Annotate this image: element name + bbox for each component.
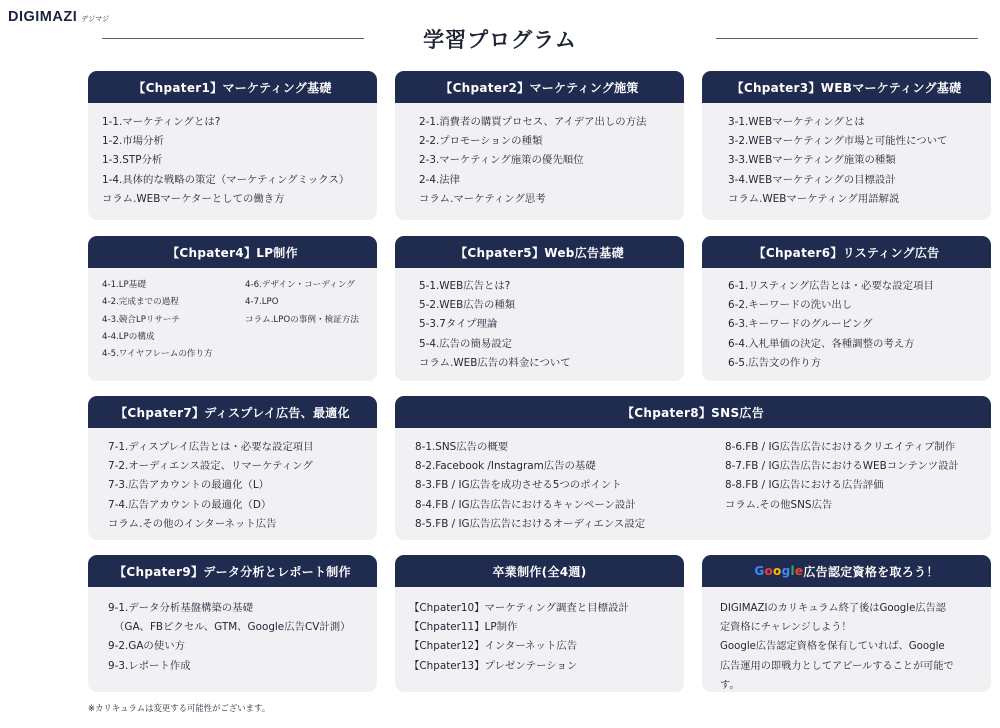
chapter6-list <box>702 268 991 373</box>
google-logo: Google <box>754 564 804 578</box>
chapter6-card <box>702 236 991 381</box>
list-item: 【Chpater12】インターネット広告 <box>409 640 578 653</box>
brand-sub: デジマジ <box>81 15 110 23</box>
list-item: 2-1.消費者の購買プロセス、アイデア出しの方法 <box>419 116 647 128</box>
text-line: Google広告認定資格を保有していれば、Google <box>720 641 945 653</box>
list-item: 8-7.FB / IG広告広告におけるWEBコンテンツ設計 <box>725 460 959 473</box>
graduation-header: 卒業制作(全4週) <box>395 555 684 587</box>
chapter2-card <box>395 71 684 220</box>
list-item: 6-1.リスティング広告とは・必要な設定項目 <box>728 280 934 292</box>
list-item: 8-1.SNS広告の概要 <box>415 441 509 453</box>
chapter8-list <box>395 428 991 534</box>
list-item: 7-1.ディスプレイ広告とは・必要な設定項目 <box>108 441 314 453</box>
chapter3-card <box>702 71 991 220</box>
chapter7-card <box>88 396 377 540</box>
text-line: 定資格にチャレンジしよう！ <box>720 622 852 634</box>
page-title: 学習プログラム <box>423 28 577 52</box>
list-item: 4-3.競合LPリサーチ <box>102 314 181 325</box>
list-item: 8-5.FB / IG広告広告におけるオーディエンス設定 <box>415 517 646 530</box>
list-item: 【Chpater13】プレゼンテーション <box>409 659 578 672</box>
chapter8-column-left <box>415 438 725 534</box>
list-item: 7-2.オーディエンス設定、リマーケティング <box>108 460 313 473</box>
list-item: 5-4.広告の簡易設定 <box>419 337 513 350</box>
google-cert-header <box>702 555 991 587</box>
list-item: 6-4.入札単価の決定、各種調整の考え方 <box>728 337 915 350</box>
text-line: す。 <box>720 679 740 691</box>
chapter4-header: 【Chpater4】LP制作 <box>88 236 377 268</box>
list-item: 6-5.広告文の作り方 <box>728 356 822 369</box>
list-item: 8-4.FB / IG広告広告におけるキャンペーン設計 <box>415 498 636 511</box>
list-item: 7-3.広告アカウントの最適化（L） <box>108 479 270 492</box>
list-item: 8-6.FB / IG広告広告におけるクリエイティブ制作 <box>725 441 956 453</box>
list-item: コラム.マーケティング思考 <box>419 192 546 205</box>
graduation-list <box>395 587 684 676</box>
list-item: 【Chpater10】マーケティング調査と目標設計 <box>409 602 629 614</box>
list-item: 2-3.マーケティング施策の優先順位 <box>419 154 584 167</box>
list-item: 9-2.GAの使い方 <box>108 640 185 653</box>
list-item: 4-7.LPO <box>245 297 279 308</box>
list-item: 5-1.WEB広告とは? <box>419 280 511 292</box>
chapter1-card <box>88 71 377 220</box>
chapter4-column-left <box>102 277 245 363</box>
list-item: 5-2.WEB広告の種類 <box>419 299 516 312</box>
list-item: 5-3.7タイプ理論 <box>419 318 498 331</box>
list-item: 2-2.プロモーションの種類 <box>419 135 543 148</box>
list-item: 1-1.マーケティングとは? <box>102 116 221 128</box>
chapter4-column-right <box>245 277 359 363</box>
list-item: コラム.その他SNS広告 <box>725 498 833 511</box>
list-item: 9-3.レポート作成 <box>108 659 191 672</box>
list-item: 1-2.市場分析 <box>102 135 164 148</box>
chapter9-header: 【Chpater9】データ分析とレポート制作 <box>88 555 377 587</box>
chapter9-card <box>88 555 377 692</box>
list-item: 1-4.具体的な戦略の策定（マーケティングミックス） <box>102 173 350 186</box>
brand-name: DIGIMAZI <box>8 9 78 25</box>
google-cert-title: 広告認定資格を取ろう！ <box>803 564 939 579</box>
chapter1-header: 【Chpater1】マーケティング基礎 <box>88 71 377 103</box>
text-line: DIGIMAZIのカリキュラム終了後はGoogle広告認 <box>720 603 946 614</box>
chapter8-header: 【Chpater8】SNS広告 <box>395 396 991 428</box>
title-row <box>0 22 1000 56</box>
chapter5-list <box>395 268 684 373</box>
chapter4-list <box>88 268 377 363</box>
list-item: 4-6.デザイン・コーディング <box>245 280 355 290</box>
list-item: 6-2.キーワードの洗い出し <box>728 299 853 312</box>
google-cert-card <box>702 555 991 692</box>
list-item: 4-4.LPの構成 <box>102 331 155 342</box>
list-item: 8-2.Facebook /Instagram広告の基礎 <box>415 460 596 473</box>
list-item: 9-1.データ分析基盤構築の基礎 <box>108 602 253 614</box>
list-item: コラム.WEB広告の料金について <box>419 356 571 369</box>
title-divider-right <box>716 38 978 39</box>
list-item: 3-3.WEBマーケティング施策の種類 <box>728 154 896 167</box>
chapter1-list <box>88 103 377 209</box>
curriculum-note: ※カリキュラムは変更する可能性がございます。 <box>88 703 271 713</box>
google-cert-text <box>702 587 991 692</box>
list-item: 1-3.STP分析 <box>102 154 163 167</box>
list-item: 4-1.LP基礎 <box>102 280 146 290</box>
chapter5-header: 【Chpater5】Web広告基礎 <box>395 236 684 268</box>
list-item: 3-4.WEBマーケティングの目標設計 <box>728 173 896 186</box>
chapter8-column-right <box>725 438 959 534</box>
list-item: コラム.その他のインターネット広告 <box>108 517 277 530</box>
list-item: コラム.WEBマーケティング用語解説 <box>728 192 900 205</box>
chapter6-header: 【Chpater6】リスティング広告 <box>702 236 991 268</box>
chapter8-card <box>395 396 991 540</box>
list-item: 8-8.FB / IG広告における広告評価 <box>725 479 884 492</box>
list-item: 4-5.ワイヤフレームの作り方 <box>102 349 213 360</box>
list-item: 【Chpater11】LP制作 <box>409 621 518 634</box>
chapter7-header: 【Chpater7】ディスプレイ広告、最適化 <box>88 396 377 428</box>
list-item: 3-1.WEBマーケティングとは <box>728 116 865 128</box>
chapter4-card <box>88 236 377 381</box>
chapter3-header: 【Chpater3】WEBマーケティング基礎 <box>702 71 991 103</box>
chapter9-list <box>88 587 377 676</box>
text-line: 広告運用の即戦力としてアピールすることが可能で <box>720 660 954 672</box>
chapter7-list <box>88 428 377 534</box>
list-item: 6-3.キーワードのグルーピング <box>728 318 873 331</box>
list-item: コラム.LPOの事例・検証方法 <box>245 314 359 325</box>
chapter5-card <box>395 236 684 381</box>
list-item: 8-3.FB / IG広告を成功させる5つのポイント <box>415 479 622 492</box>
chapter2-list <box>395 103 684 209</box>
chapter3-list <box>702 103 991 209</box>
graduation-card <box>395 555 684 692</box>
list-item: 7-4.広告アカウントの最適化（D） <box>108 498 272 511</box>
chapter2-header: 【Chpater2】マーケティング施策 <box>395 71 684 103</box>
list-item: 4-2.完成までの過程 <box>102 297 179 308</box>
list-item: 2-4.法律 <box>419 173 461 186</box>
list-item: （GA、FBピクセル、GTM、Google広告CV計測） <box>114 621 351 634</box>
list-item: 3-2.WEBマーケティング市場と可能性について <box>728 135 948 148</box>
list-item: コラム.WEBマーケターとしての働き方 <box>102 192 285 205</box>
